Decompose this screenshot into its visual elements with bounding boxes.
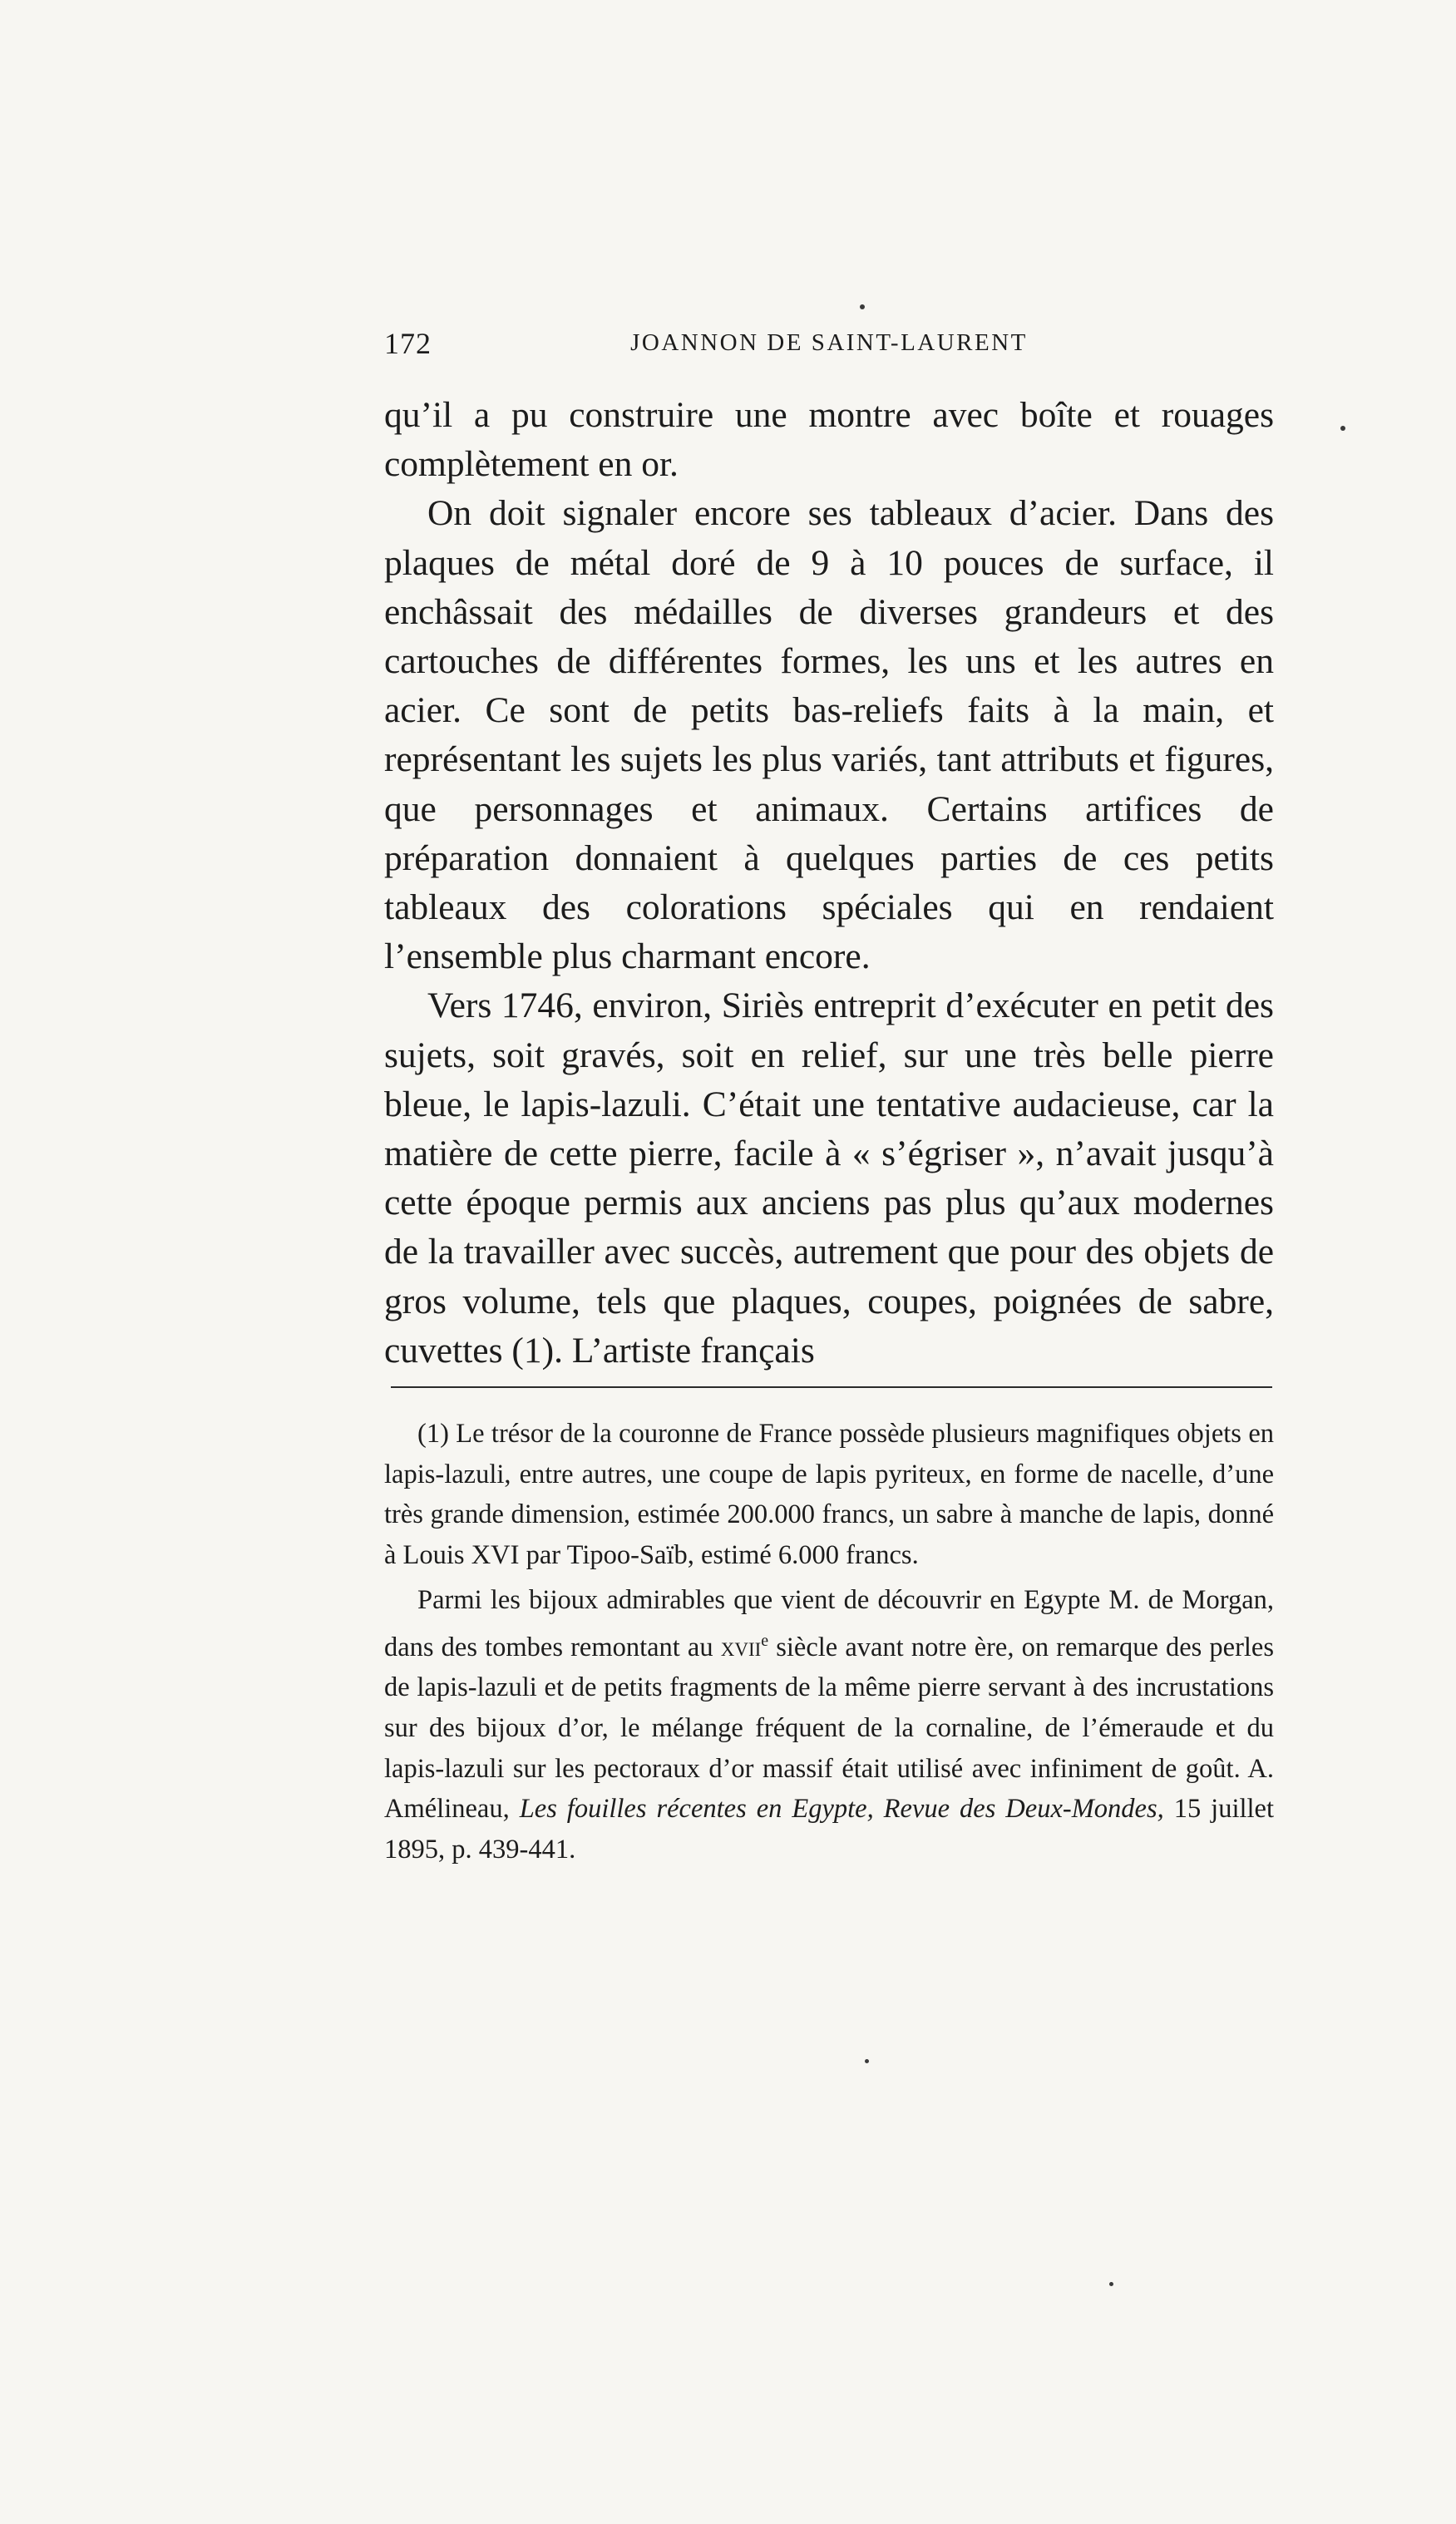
separator [874, 1794, 884, 1824]
ink-speck [860, 304, 865, 309]
footnote-continuation [384, 1580, 1274, 1870]
cited-journal: Revue des Deux-Mondes, [883, 1794, 1164, 1825]
paragraph: Vers 1746, environ, Siriès entreprit d’exécuter en petit des sujets, soit gravés, soit en relief, sur une très belle pierre bleue, le lapis-lazuli. C’était une tentative audacieuse, car la matière de cette pierre, facile à « s’égriser », n’avait jusqu’à cette époque permis aux anciens pas plus qu’aux modernes de la travailler avec succès, autrement que pour des objets de gros volume, tels que plaques, coupes, poignées de sabre, cuvettes (1). L’artiste français [384, 985, 1274, 1371]
page-number: 172 [384, 327, 432, 360]
page-header [384, 326, 1274, 368]
paragraph: On doit signaler encore ses tableaux d’acier. Dans des plaques de métal doré de 9 à 10 pouces de surface, il enchâssait des médailles de diverses grandeurs et des cartouches de différentes formes, les uns et les autres en acier. Ce sont de petits bas-reliefs faits à la main, et représentant les sujets les plus variés, tant attributs et figures, que personnages et animaux. Certains artifices de préparation donnaient à quelques parties de ces petits tableaux des colorations spéciales qui en rendaient l’ensemble plus charmant encore. [384, 493, 1274, 977]
main-text [384, 391, 1274, 1376]
paragraph: qu’il a pu construire une montre avec boîte et rouages complètement en or. [384, 395, 1274, 485]
footnote: (1) Le trésor de la couronne de France possède plusieurs magnifiques objets en lapis-lazuli, entre autres, une coupe de lapis pyriteux, en forme de nacelle, d’une très grande dimension, estimée 200.000 francs, un sabre à manche de lapis, donné à Louis XVI par Tipoo-Saïb, estimé 6.000 francs. [384, 1419, 1274, 1570]
ink-speck [1340, 426, 1345, 431]
cited-title: Les fouilles récentes en Egypte, [519, 1794, 874, 1825]
citation-date: 15 juillet 1895, p. 439-441. [384, 1794, 1274, 1865]
footnote-text: Parmi les bijoux admirables que vient de découvrir en Egypte M. de Morgan, dans des tombes remontant au [384, 1585, 1274, 1662]
footnote-text: siècle avant notre ère, on remarque des perles de lapis-lazuli et de petits fragments de la même pierre servant à des incrustations sur des bijoux d’or, le mélange fréquent de la cornaline, de l’émeraude et du lapis-lazuli sur les pectoraux d’or massif était utilisé avec infiniment de goût. A. Amélineau, [384, 1632, 1275, 1825]
ink-speck [1109, 2282, 1113, 2286]
footnote-divider [391, 1386, 1272, 1388]
century-superscript: e [761, 1631, 769, 1650]
ink-speck [865, 2059, 869, 2063]
century-numeral: xvii [720, 1632, 762, 1662]
running-head: JOANNON DE SAINT-LAURENT [630, 329, 1028, 356]
footnotes [384, 1414, 1274, 1870]
